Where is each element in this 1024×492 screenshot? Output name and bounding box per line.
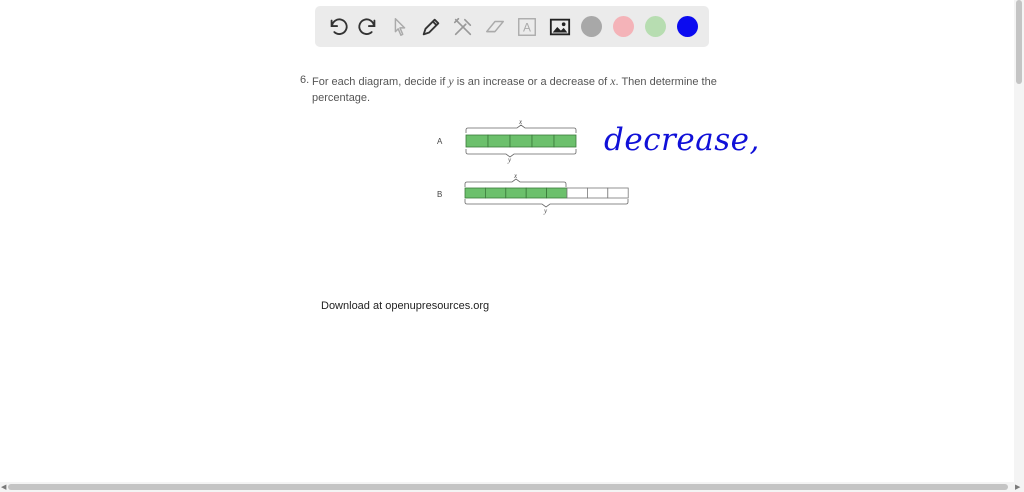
handwritten-answer — [600, 118, 770, 164]
diagram-a-top-brace — [466, 125, 576, 133]
tape-segment-filled — [506, 188, 526, 198]
tape-segment-filled — [466, 135, 488, 147]
color-green-swatch[interactable] — [645, 16, 666, 37]
tape-segment-filled — [532, 135, 554, 147]
tape-segment-filled — [510, 135, 532, 147]
vertical-scrollbar[interactable] — [1014, 0, 1024, 482]
diagram-b-x-label: x — [514, 172, 518, 180]
diagram-a-y-label: y — [508, 156, 512, 164]
svg-text:A: A — [523, 20, 531, 35]
color-pink-swatch[interactable] — [613, 16, 634, 37]
diagram-a-bottom-brace — [466, 149, 576, 157]
text-icon[interactable] — [515, 15, 539, 39]
redo-icon[interactable] — [356, 15, 380, 39]
diagram-a-label: A — [437, 137, 443, 146]
diagram-b-label: B — [437, 190, 443, 199]
scroll-right-arrow-icon[interactable]: ▶ — [1015, 483, 1021, 491]
horizontal-scrollbar[interactable] — [0, 482, 1024, 492]
tape-segment-filled — [526, 188, 546, 198]
problem-text-line2: percentage. — [312, 92, 371, 104]
diagram-b-y-label: y — [544, 207, 548, 215]
diagram-b-tape — [460, 178, 636, 210]
diagram-a-x-label: x — [519, 118, 523, 126]
tools-icon[interactable] — [451, 15, 475, 39]
tape-segment-filled — [485, 188, 505, 198]
diagram-a-tape — [460, 124, 584, 158]
download-text: Download at openupresources.org — [321, 300, 490, 312]
tape-segment-filled — [554, 135, 576, 147]
diagram-b-bar — [465, 188, 628, 198]
vertical-scrollbar-thumb[interactable] — [1016, 0, 1022, 84]
drawing-toolbar — [315, 6, 709, 47]
tape-segment-empty — [608, 188, 628, 198]
tape-segment-filled — [547, 188, 567, 198]
eraser-icon[interactable] — [483, 15, 507, 39]
tape-segment-filled — [488, 135, 510, 147]
diagram-a-bar — [466, 135, 576, 147]
tape-segment-empty — [567, 188, 587, 198]
scroll-left-arrow-icon[interactable]: ◀ — [1, 483, 7, 491]
image-icon[interactable] — [548, 15, 572, 39]
undo-icon[interactable] — [326, 15, 350, 39]
problem-number: 6. — [300, 74, 310, 86]
horizontal-scrollbar-thumb[interactable] — [8, 484, 1008, 490]
tape-segment-filled — [465, 188, 485, 198]
pointer-icon[interactable] — [388, 15, 412, 39]
color-gray-swatch[interactable] — [581, 16, 602, 37]
diagram-b-top-brace — [465, 179, 566, 187]
problem-text-line1: For each diagram, decide if y is an increase or a decrease of x. Then determine the — [312, 74, 717, 88]
color-blue-swatch[interactable] — [677, 16, 698, 37]
diagram-b-bottom-brace — [465, 199, 628, 207]
svg-text:decrease,: decrease, — [604, 122, 760, 158]
tape-segment-empty — [587, 188, 607, 198]
pen-icon[interactable] — [419, 15, 443, 39]
